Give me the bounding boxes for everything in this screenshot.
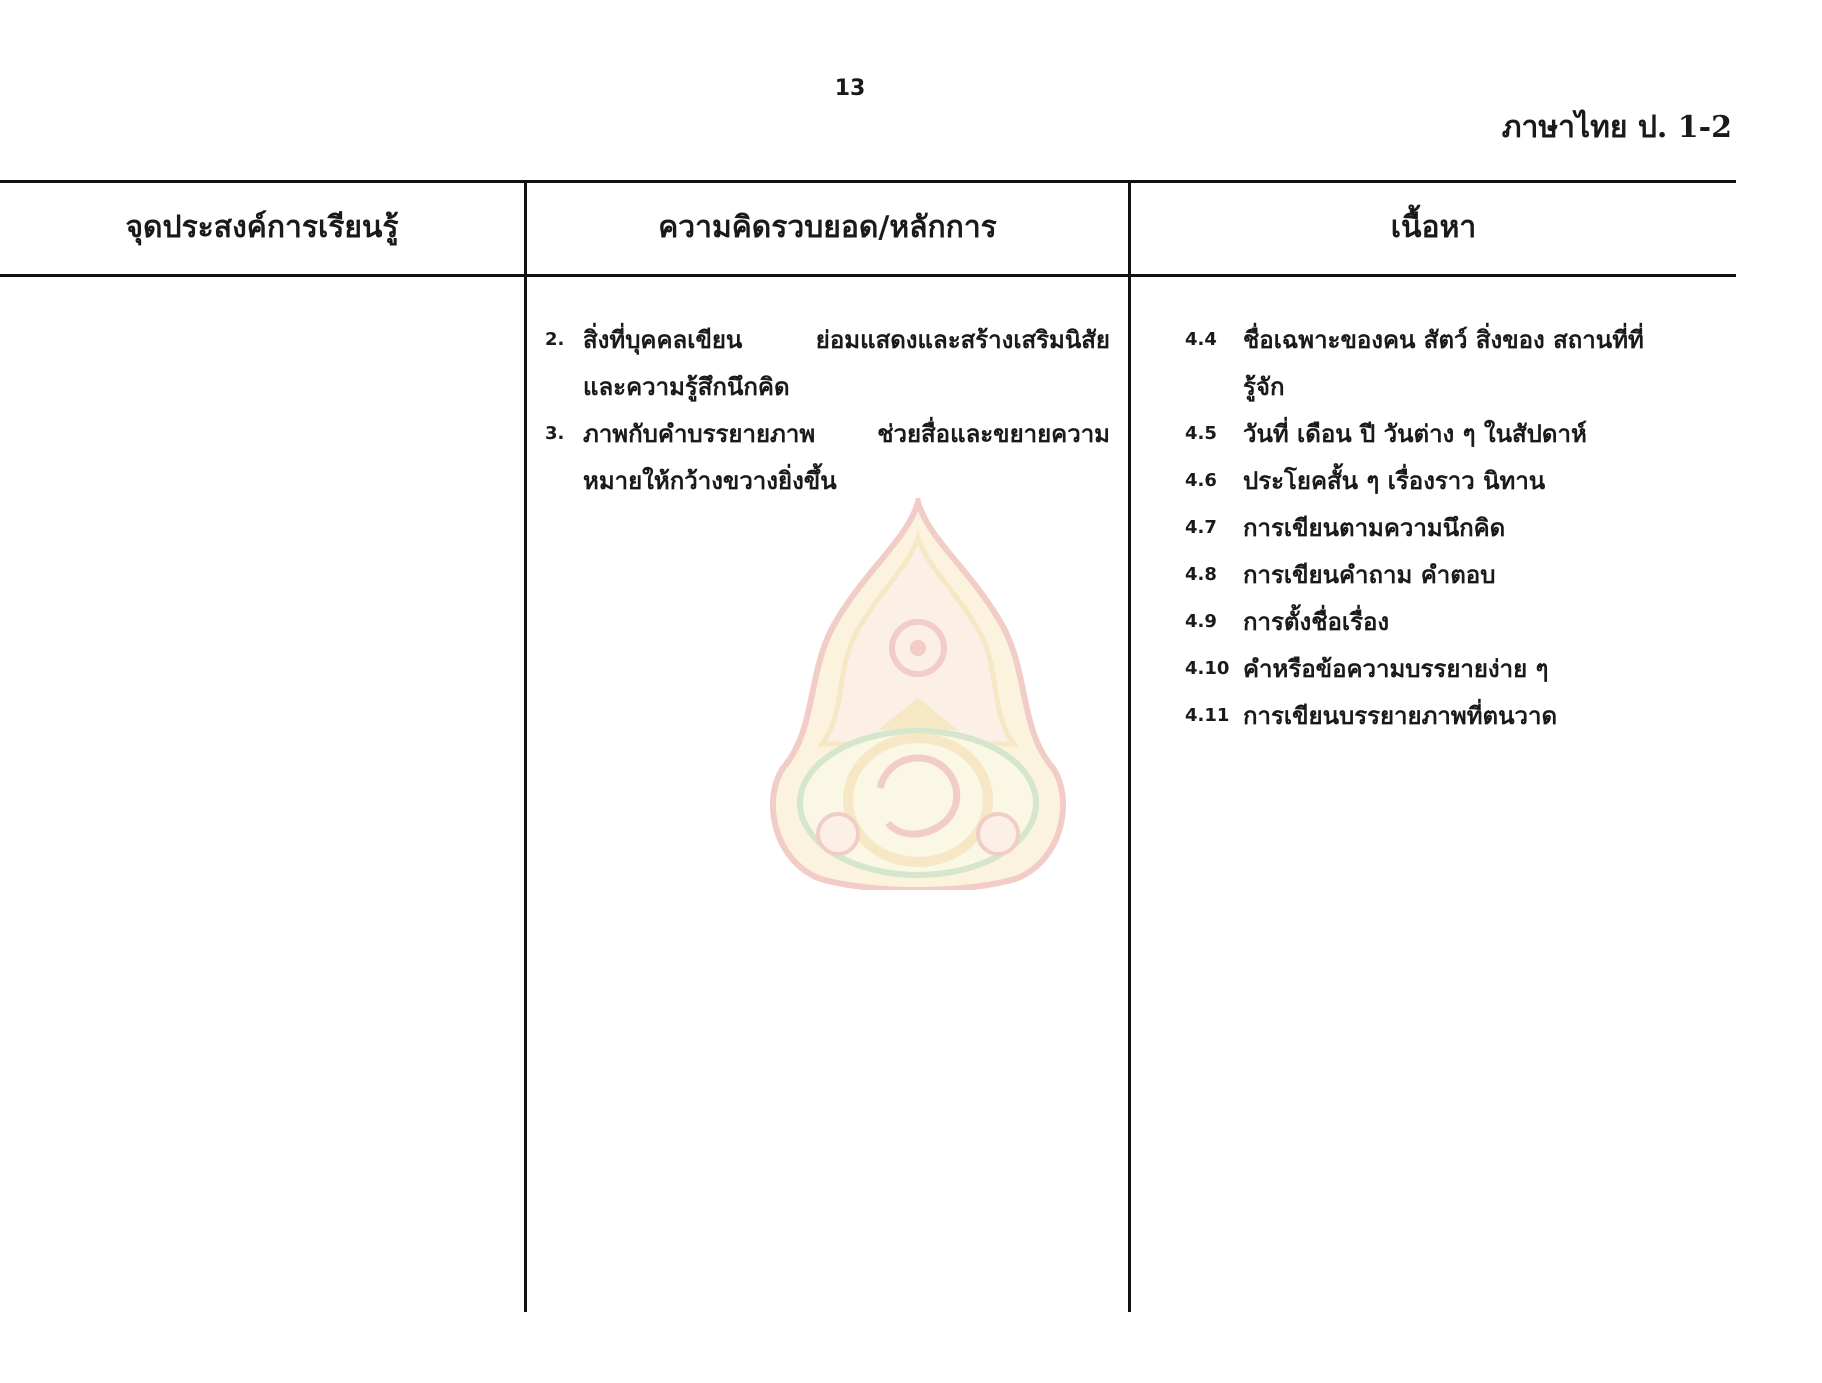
item-text-line: หมายให้กว้างขวางยิ่งขึ้น xyxy=(583,466,837,495)
header-learning-objectives: จุดประสงค์การเรียนรู้ xyxy=(125,209,399,245)
item-text-line: คำหรือข้อความบรรยายง่าย ๆ xyxy=(1243,654,1549,683)
item-number: 3. xyxy=(545,423,565,444)
item-number: 4.6 xyxy=(1185,470,1217,491)
column-divider-2 xyxy=(1128,180,1131,1312)
item-number: 4.4 xyxy=(1185,329,1217,350)
list-item xyxy=(545,410,1110,504)
list-item xyxy=(1185,316,1725,410)
header-concepts-principles: ความคิดรวบยอด/หลักการ xyxy=(658,209,997,245)
item-number: 4.5 xyxy=(1185,423,1217,444)
item-number: 4.11 xyxy=(1185,705,1230,726)
item-text-line: และความรู้สึกนึกคิด xyxy=(583,372,790,401)
item-text-line: การเขียนบรรยายภาพที่ตนวาด xyxy=(1243,701,1558,730)
page-number: 13 xyxy=(834,76,866,101)
item-number: 2. xyxy=(545,329,565,350)
list-item xyxy=(1185,598,1725,645)
item-text-line: ประโยคสั้น ๆ เรื่องราว นิทาน xyxy=(1243,466,1546,495)
item-number: 4.7 xyxy=(1185,517,1217,538)
table-header-rule xyxy=(0,274,1736,277)
list-item xyxy=(1185,457,1725,504)
list-item xyxy=(545,316,1110,410)
list-item xyxy=(1185,504,1725,551)
emblem-watermark-icon xyxy=(768,498,1068,890)
item-number: 4.10 xyxy=(1185,658,1230,679)
item-text-line: สิ่งที่บุคคลเขียน ย่อมแสดงและสร้างเสริมนิสัย xyxy=(583,325,1110,354)
list-item xyxy=(1185,645,1725,692)
header-content: เนื้อหา xyxy=(1390,209,1477,245)
item-number: 4.9 xyxy=(1185,611,1217,632)
item-text-line: วันที่ เดือน ปี วันต่าง ๆ ในสัปดาห์ xyxy=(1243,419,1587,448)
item-text-line: การเขียนตามความนึกคิด xyxy=(1243,513,1506,542)
item-text-line: ชื่อเฉพาะของคน สัตว์ สิ่งของ สถานที่ที่ xyxy=(1243,325,1644,354)
document-subject: ภาษาไทย ป. 1-2 xyxy=(1501,110,1732,145)
item-text-line: รู้จัก xyxy=(1243,372,1285,401)
list-item xyxy=(1185,692,1725,739)
list-item xyxy=(1185,410,1725,457)
item-number: 4.8 xyxy=(1185,564,1217,585)
item-text-line: การตั้งชื่อเรื่อง xyxy=(1243,607,1390,636)
content-list xyxy=(1185,316,1725,739)
item-text-line: การเขียนคำถาม คำตอบ xyxy=(1243,560,1496,589)
item-text-line: ภาพกับคำบรรยายภาพ ช่วยสื่อและขยายความ xyxy=(583,419,1110,448)
column-divider-1 xyxy=(524,180,527,1312)
concepts-list xyxy=(545,316,1110,504)
list-item xyxy=(1185,551,1725,598)
